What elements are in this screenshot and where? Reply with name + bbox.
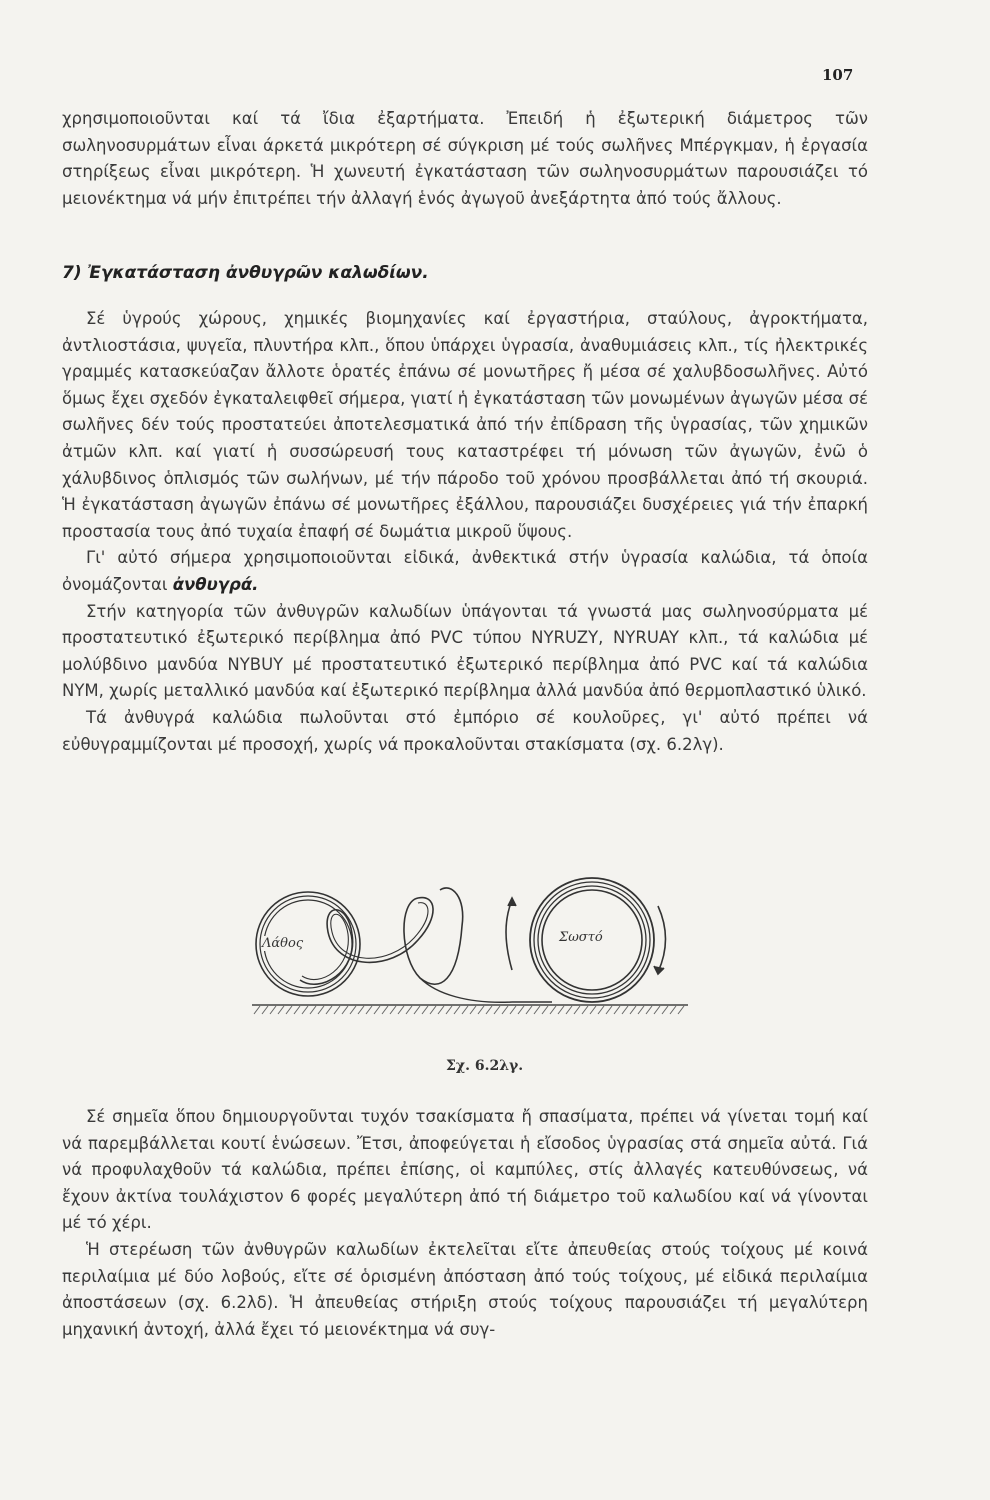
page-number: 107 xyxy=(822,66,854,84)
label-wrong: Λάθος xyxy=(262,936,304,951)
paragraph-5: Σέ σημεῖα ὅπου δημιουργοῦνται τυχόν τσακίσματα ἤ σπασίματα, πρέπει νά γίνεται τομή καί νά παρεμβάλλεται κουτί ἑνώσεων. Ἔτσι, ἀποφεύγεται ἡ εἴσοδος ὑγρασίας στά σημεῖα αὐτά. Γιά νά προφυλαχθοῦν τά καλώδια, πρέπει ἐπίσης, οἱ καμπύλες, στίς ἀλλαγές κατευθύνσεως, νά ἔχουν ἀκτίνα τουλάχιστον 6 φορές μεγαλύτερη ἀπό τή διάμετρο τοῦ καλωδίου καί νά γίνονται μέ τό χέρι. xyxy=(62,1107,868,1233)
paragraph-2-text: Γι' αὐτό σήμερα χρησιμοποιοῦνται εἰδικά, ἀνθεκτικά στήν ὑγρασία καλώδια, τά ὁποία ὀνομάζονται xyxy=(62,548,868,594)
paragraph-2 xyxy=(62,545,868,598)
section-body-bottom xyxy=(62,1104,868,1343)
section-body-top xyxy=(62,306,868,758)
intro-paragraph: χρησιμοποιοῦνται καί τά ἴδια ἐξαρτήματα. Ἐπειδή ἡ ἐξωτερική διάμετρος τῶν σωληνοσυρμάτων εἶναι άρκετά μικρότερη σέ σύγκριση μέ τούς σωλῆνες Μπέργκμαν, ἡ ἐργασία στηρίξεως εἶναι μικρότερη. Ἡ χωνευτή ἐγκατάσταση τῶν σωληνοσυρμάτων παρουσιάζει τό μειονέκτημα νά μήν ἐπιτρέπει τήν ἀλλαγή ἑνός ἀγωγοῦ ἀνεξάρτητα ἀπό τούς ἄλλους. xyxy=(62,109,868,208)
section-heading: 7) Ἐγκατάσταση ἀνθυγρῶν καλωδίων. xyxy=(62,263,429,283)
paragraph-4: Τά ἀνθυγρά καλώδια πωλοῦνται στό ἐμπόριο σέ κουλοῦρες, γι' αὐτό πρέπει νά εὐθυγραμμίζονται μέ προσοχή, χωρίς νά προκαλοῦνται στακίσματα (σχ. 6.2λγ). xyxy=(62,707,868,754)
ground-line xyxy=(252,1005,688,1014)
cable-coil-figure xyxy=(240,862,700,1037)
cable-coil-drawing xyxy=(240,862,700,1037)
term-anthygra: ἀνθυγρά. xyxy=(172,574,259,594)
figure-caption: Σχ. 6.2λγ. xyxy=(446,1058,524,1074)
paragraph-1: Σέ ὑγρούς χώρους, χημικές βιομηχανίες καί ἐργαστήρια, σταύλους, ἀγροκτήματα, ἀντλιοστάσια, ψυγεῖα, πλυντήρα κλπ., ὅπου ὑπάρχει ὑγρασία, ἀναθυμιάσεις κλπ., τίς ἠλεκτρικές γραμμές κατασκεύαζαν ἄλλοτε ὁρατές ἐπάνω σέ μονωτῆρες ἤ μέσα σέ χαλυβδοσωλῆνες. Αὐτό ὅμως ἔχει σχεδόν ἐγκαταλειφθεῖ σήμερα, γιατί ἡ ἐγκατάσταση τῶν μονωμένων ἀγωγῶν μέσα σέ σωλῆνες δέν τούς προστατεύει ἀποτελεσματικά ἀπό τήν ἐπίδραση τῆς ὑγρασίας, τῶν χημικῶν ἀτμῶν κλπ. καί γιατί ἡ συσσώρευσή τους καταστρέφει τή μόνωση τῶν ἀγωγῶν, ἐνῶ ὁ χάλυβδινος ὁπλισμός τῶν σωλήνων, μέ τήν πάροδο τοῦ χρόνου προσβάλλεται ἀπό τή σκουριά. Ἡ ἐγκατάσταση ἀγωγῶν ἐπάνω σέ μονωτῆρες ἐξάλλου, παρουσιάζει δυσχέρειες γιά τήν ἐπαρκή προστασία τους ἀπό τυχαία ἐπαφή σέ δωμάτια μικροῦ ὕψους. xyxy=(62,309,868,541)
label-right: Σωστό xyxy=(559,930,603,945)
paragraph-3: Στήν κατηγορία τῶν ἀνθυγρῶν καλωδίων ὑπάγονται τά γνωστά μας σωληνοσύρματα μέ προστατευτικό ἐξωτερικό περίβλημα ἀπό PVC τύπου NYRUZY, NYRUAY κλπ., τά καλώδια μέ μολύβδινο μανδύα NYBUY μέ προστατευτικό ἐξωτερικό περίβλημα ἀπό PVC καί τά καλώδια NYM, χωρίς μεταλλικό μανδύα καί ἐξωτερικό περίβλημα ἀλλά μανδύα ἀπό θερμοπλαστικό ὑλικό. xyxy=(62,601,868,701)
rotation-arrow-left xyxy=(506,898,516,970)
rotation-arrow-right xyxy=(654,906,666,974)
intro-paragraph-block xyxy=(62,106,868,212)
paragraph-6: Ἡ στερέωση τῶν ἀνθυγρῶν καλωδίων ἐκτελεῖται εἴτε ἀπευθείας στούς τοίχους μέ κοινά περιλαίμια μέ δύο λοβούς, εἴτε σέ ὁρισμένη ἀπόσταση ἀπό τούς τοίχους, μέ εἰδικά περιλαίμια ἀποστάσεων (σχ. 6.2λδ). Ἡ ἀπευθείας στήριξη στούς τοίχους παρουσιάζει τή μεγαλύτερη μηχανική ἀντοχή, ἀλλά ἔχει τό μειονέκτημα νά συγ- xyxy=(62,1239,868,1339)
